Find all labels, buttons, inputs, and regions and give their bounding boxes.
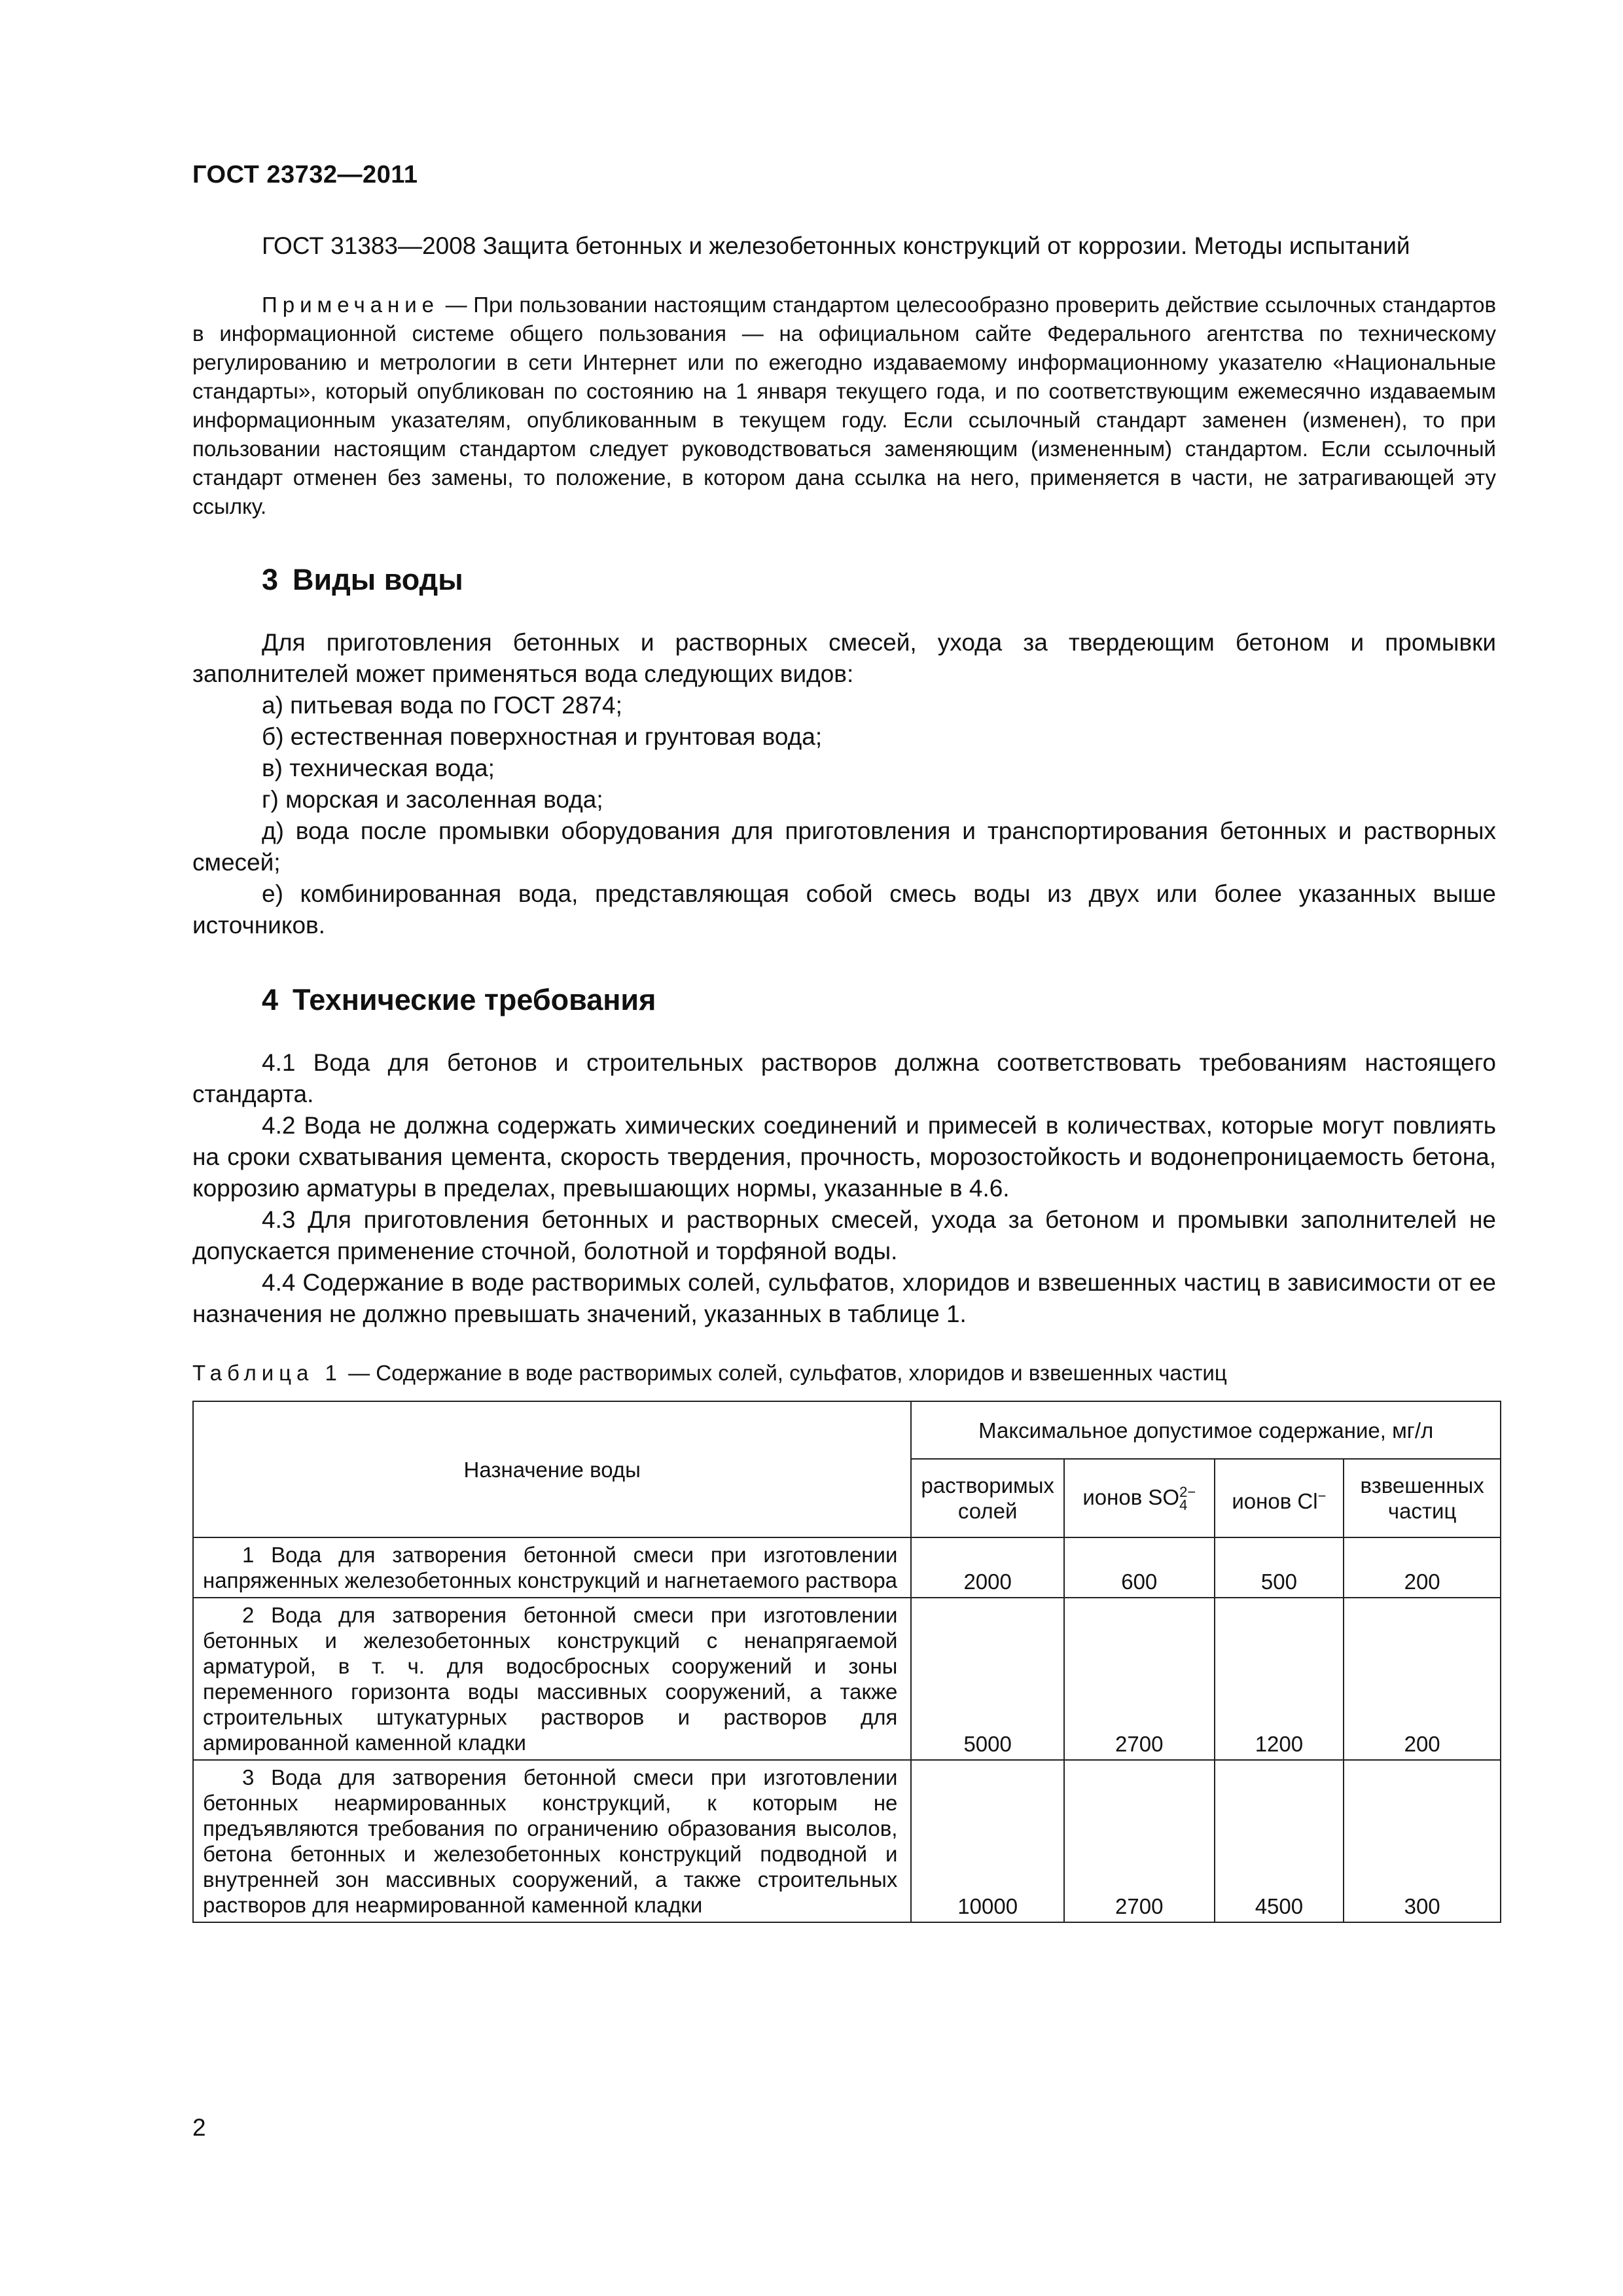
row-3-soluble: 10000 <box>911 1760 1064 1922</box>
row-3-sulfate: 2700 <box>1064 1760 1215 1922</box>
header-chloride-ions <box>1215 1459 1344 1537</box>
note-text: — При пользовании настоящим стандартом целесообразно проверить действие ссылочных стандартов в информационной системе общего пользования — на официальном сайте Федерального агентства по техническому регулированию и метрологии в сети Интернет или по ежегодно издаваемому информационному указателю «Национальные стандарты», который опубликован по состоянию на 1 января текущего года, и по соответствующим ежемесячно издаваемым информационным указателям, опубликованным в текущем году. Если ссылочный стандарт заменен (изменен), то при пользовании настоящим стандартом следует руководствоваться заменяющим (измененным) стандартом. Если ссылочный стандарт отменен без замены, то положение, в котором дана ссылка на него, применяется в части, не затрагивающей эту ссылку. <box>192 293 1496 518</box>
table-row <box>193 1598 1501 1760</box>
header-soluble-salts: растворимых солей <box>911 1459 1064 1537</box>
sulfate-subscript: 4 <box>1179 1497 1188 1514</box>
row-2-chloride: 1200 <box>1215 1598 1344 1760</box>
clause-4-1: 4.1 Вода для бетонов и строительных растворов должна соответствовать требованиям настоящего стандарта. <box>192 1049 1496 1107</box>
table-row <box>193 1537 1501 1598</box>
row-3-suspended: 300 <box>1344 1760 1501 1922</box>
table-1-caption <box>192 1359 1496 1388</box>
section-3-title: Виды воды <box>293 563 463 596</box>
chloride-prefix: ионов Cl <box>1232 1488 1318 1513</box>
row-3-purpose: 3 Вода для затворения бетонной смеси при изготовлении бетонных неармированных конструкций, к которым не предъявляются требования по ограничению образования высолов, бетона бетонных и железобетонных конструкций подводной и внутренней зон массивных сооружений, а также строительных растворов для неармированной каменной кладки <box>193 1760 911 1922</box>
reference-gost-31383: ГОСТ 31383—2008 Защита бетонных и железобетонных конструкций от коррозии. Методы испытаний <box>262 232 1410 259</box>
section-3-number: 3 <box>262 563 279 596</box>
row-2-suspended: 200 <box>1344 1598 1501 1760</box>
standard-header: ГОСТ 23732—2011 <box>192 161 418 188</box>
water-type-item: д) вода после промывки оборудования для приготовления и транспортирования бетонных и растворных смесей; <box>192 817 1496 876</box>
water-type-item: в) техническая вода; <box>262 755 495 781</box>
page-number: 2 <box>192 2114 206 2141</box>
row-1-chloride: 500 <box>1215 1537 1344 1598</box>
clause-4-3: 4.3 Для приготовления бетонных и растворных смесей, ухода за бетоном и промывки заполнителей не допускается применение сточной, болотной и торфяной воды. <box>192 1206 1496 1265</box>
row-1-soluble: 2000 <box>911 1537 1064 1598</box>
water-type-item: а) питьевая вода по ГОСТ 2874; <box>262 692 622 719</box>
table-1-caption-label: Таблица 1 <box>192 1361 342 1385</box>
table-1-caption-text: — Содержание в воде растворимых солей, сульфатов, хлоридов и взвешенных частиц <box>348 1361 1227 1385</box>
clause-4-4: 4.4 Содержание в воде растворимых солей, сульфатов, хлоридов и взвешенных частиц в зависимости от ее назначения не должно превышать значений, указанных в таблице 1. <box>192 1269 1496 1327</box>
row-3-chloride: 4500 <box>1215 1760 1344 1922</box>
table-row <box>193 1760 1501 1922</box>
page-content <box>192 230 1496 1923</box>
sulfate-prefix: ионов SO <box>1082 1484 1180 1509</box>
section-3-intro: Для приготовления бетонных и растворных смесей, ухода за твердеющим бетоном и промывки заполнителей может применяться вода следующих видов: <box>192 629 1496 687</box>
note-label: Примечание <box>262 293 440 317</box>
row-1-sulfate: 600 <box>1064 1537 1215 1598</box>
header-water-purpose: Назначение воды <box>193 1401 911 1537</box>
note-paragraph <box>192 291 1496 521</box>
row-1-suspended: 200 <box>1344 1537 1501 1598</box>
header-max-content: Максимальное допустимое содержание, мг/л <box>911 1401 1501 1459</box>
row-2-sulfate: 2700 <box>1064 1598 1215 1760</box>
header-sulfate-ions <box>1064 1459 1215 1537</box>
water-type-item: б) естественная поверхностная и грунтовая вода; <box>262 723 823 750</box>
table-1 <box>192 1401 1501 1923</box>
table-header-row <box>193 1401 1501 1459</box>
row-1-purpose: 1 Вода для затворения бетонной смеси при изготовлении напряженных железобетонных конструкций и нагнетаемого раствора <box>193 1537 911 1598</box>
section-3-heading <box>262 562 1496 598</box>
header-suspended-particles: взвешенных частиц <box>1344 1459 1501 1537</box>
clause-4-2: 4.2 Вода не должна содержать химических соединений и примесей в количествах, которые могут повлиять на сроки схватывания цемента, скорость твердения, прочность, морозостойкость и водонепроницаемость бетона, коррозию арматуры в пределах, превышающих нормы, указанные в 4.6. <box>192 1112 1496 1202</box>
water-type-item: г) морская и засоленная вода; <box>262 786 603 813</box>
section-4-title: Технические требования <box>293 983 656 1016</box>
row-2-soluble: 5000 <box>911 1598 1064 1760</box>
row-2-purpose: 2 Вода для затворения бетонной смеси при изготовлении бетонных и железобетонных конструкций с ненапрягаемой арматурой, в т. ч. для водосбросных сооружений и зоны переменного горизонта воды массивных сооружений, а также строительных штукатурных растворов и растворов для армированной каменной кладки <box>193 1598 911 1760</box>
chloride-superscript: − <box>1317 1487 1327 1504</box>
section-4-heading <box>262 982 1496 1018</box>
section-4-number: 4 <box>262 983 279 1016</box>
sulfate-superscript: 2− <box>1179 1484 1196 1501</box>
water-type-item: е) комбинированная вода, представляющая собой смесь воды из двух или более указанных выше источников. <box>192 880 1496 939</box>
